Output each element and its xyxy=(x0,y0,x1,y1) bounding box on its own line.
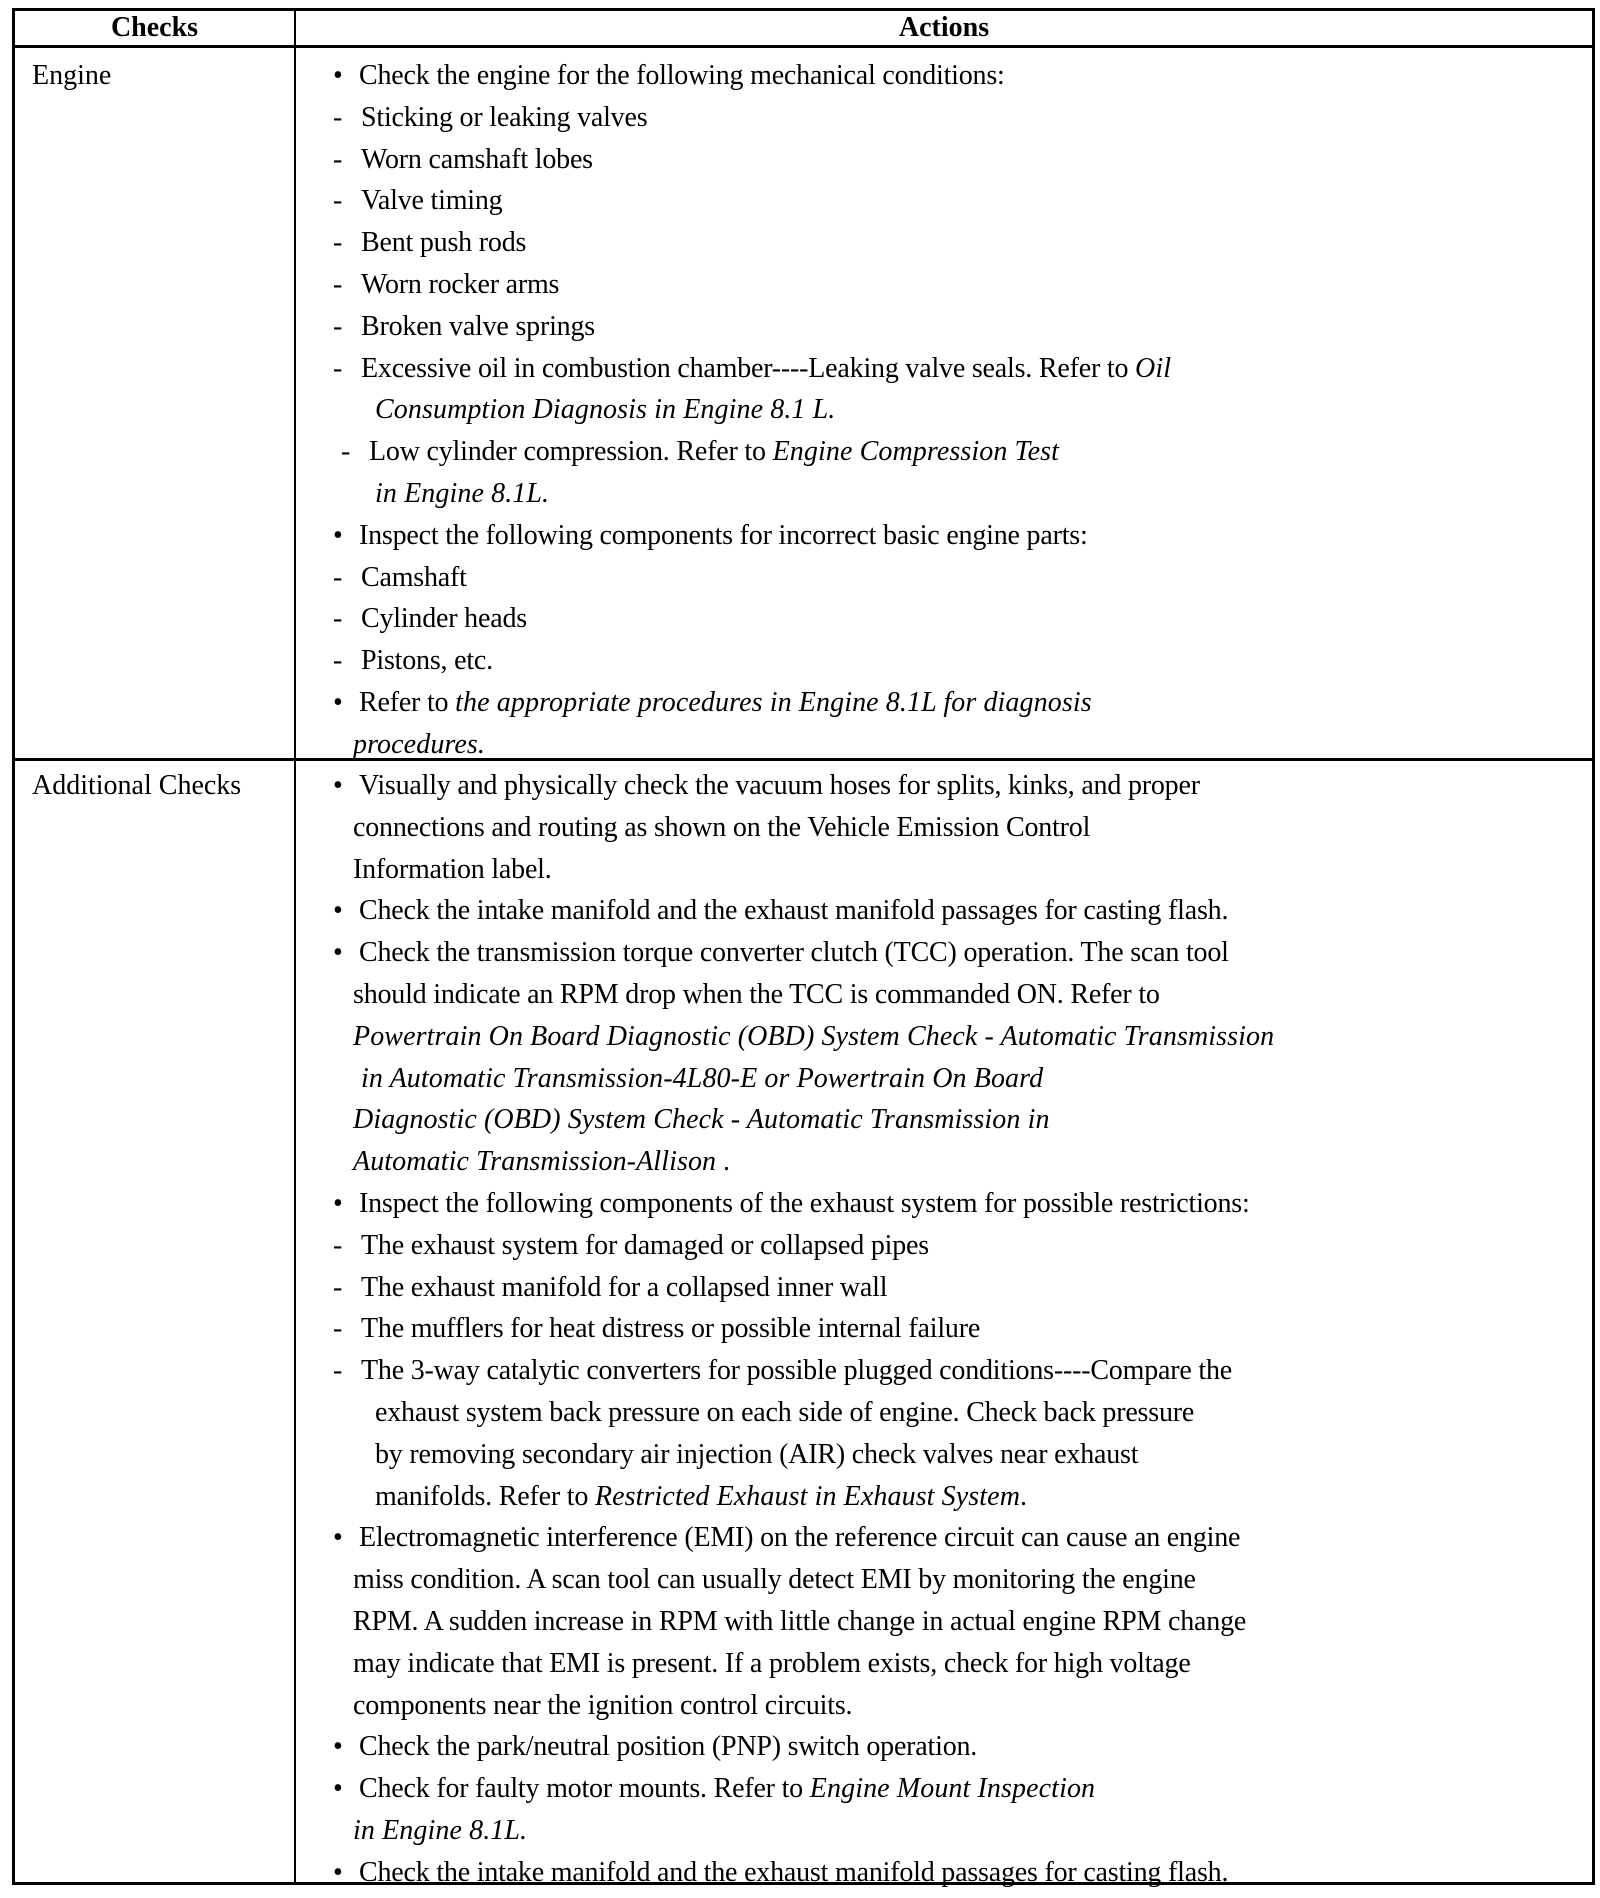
action-line xyxy=(333,1392,1583,1434)
action-line xyxy=(333,765,1583,807)
action-line xyxy=(333,389,1583,431)
bullet-icon: • xyxy=(333,1187,343,1219)
action-text: miss condition. A scan tool can usually detect EMI by monitoring the engine xyxy=(353,1564,1196,1596)
action-line xyxy=(333,1058,1583,1100)
bullet-icon: • xyxy=(333,60,343,91)
bullet-icon: • xyxy=(333,770,343,801)
action-line xyxy=(333,222,1583,264)
dash-icon: - xyxy=(333,310,343,342)
action-text: Camshaft xyxy=(361,561,467,593)
action-text: Visually and physically check the vacuum hoses for splits, kinks, and proper xyxy=(359,770,1200,801)
action-line xyxy=(333,724,1583,766)
action-text: . xyxy=(1020,1480,1027,1512)
dash-icon: - xyxy=(333,603,343,635)
action-line xyxy=(333,1225,1583,1267)
action-line xyxy=(333,1308,1583,1350)
action-text: Worn camshaft lobes xyxy=(361,143,593,175)
reference-text: in Engine 8.1L. xyxy=(375,477,550,509)
action-text: Inspect the following components for incorrect basic engine parts: xyxy=(359,519,1088,551)
action-line xyxy=(333,306,1583,348)
action-line xyxy=(333,849,1583,891)
action-line xyxy=(333,1810,1583,1852)
engine-actions xyxy=(333,55,1583,766)
bullet-icon: • xyxy=(333,1773,343,1805)
action-text: Electromagnetic interference (EMI) on the reference circuit can cause an engine xyxy=(359,1522,1241,1554)
dash-icon: - xyxy=(333,1271,343,1303)
action-line xyxy=(333,1434,1583,1476)
action-line xyxy=(333,1476,1583,1518)
action-line xyxy=(333,55,1583,97)
dash-icon: - xyxy=(341,436,351,468)
header-divider xyxy=(15,45,1592,48)
reference-text: in Automatic Transmission-4L80-E or Powertrain On Board xyxy=(361,1062,1044,1094)
action-line xyxy=(333,180,1583,222)
action-line xyxy=(333,1559,1583,1601)
action-text: The mufflers for heat distress or possible internal failure xyxy=(361,1313,981,1345)
action-line xyxy=(333,932,1583,974)
bullet-icon: • xyxy=(333,1856,343,1888)
action-line xyxy=(333,807,1583,849)
action-text: Pistons, etc. xyxy=(361,645,493,677)
reference-text: Restricted Exhaust in Exhaust System xyxy=(594,1480,1021,1512)
action-line xyxy=(333,1643,1583,1685)
dash-icon: - xyxy=(333,1355,343,1387)
dash-icon: - xyxy=(333,227,343,259)
reference-text: Diagnostic (OBD) System Check - Automatic Transmission in xyxy=(353,1104,1050,1136)
reference-text: Automatic Transmission-Allison xyxy=(353,1146,717,1178)
action-text: Check for faulty motor mounts. Refer to xyxy=(359,1773,810,1805)
dash-icon: - xyxy=(333,101,343,133)
action-text: The exhaust system for damaged or collapsed pipes xyxy=(361,1229,929,1261)
action-text: Valve timing xyxy=(361,185,503,217)
dash-icon: - xyxy=(333,268,343,300)
checks-actions-table xyxy=(12,8,1595,1888)
action-text: Excessive oil in combustion chamber----Leaking valve seals. Refer to xyxy=(361,352,1136,384)
action-line xyxy=(333,1601,1583,1643)
header-checks: Checks xyxy=(110,12,199,43)
dash-icon: - xyxy=(333,185,343,217)
action-line xyxy=(333,97,1583,139)
check-additional: Additional Checks xyxy=(32,770,242,801)
action-text: Broken valve springs xyxy=(361,310,595,342)
dash-icon: - xyxy=(333,143,343,175)
action-line xyxy=(333,1852,1583,1894)
bullet-icon: • xyxy=(333,519,343,551)
action-text: should indicate an RPM drop when the TCC is commanded ON. Refer to xyxy=(353,978,1160,1010)
dash-icon: - xyxy=(333,1229,343,1261)
action-line xyxy=(333,1350,1583,1392)
column-divider xyxy=(294,11,296,1882)
action-line xyxy=(333,598,1583,640)
dash-icon: - xyxy=(333,645,343,677)
action-line xyxy=(333,1016,1583,1058)
reference-text: Engine Mount Inspection xyxy=(809,1773,1096,1805)
reference-text: in Engine 8.1L. xyxy=(353,1814,528,1846)
action-line xyxy=(333,557,1583,599)
reference-text: Engine Compression Test xyxy=(772,436,1060,468)
reference-text: Consumption Diagnosis in Engine 8.1 L. xyxy=(375,394,836,426)
reference-text: Powertrain On Board Diagnostic (OBD) System Check - Automatic Transmission xyxy=(353,1020,1275,1052)
action-line xyxy=(333,1099,1583,1141)
action-line xyxy=(333,1726,1583,1768)
action-text: components near the ignition control circuits. xyxy=(353,1689,853,1721)
dash-icon: - xyxy=(333,352,343,384)
dash-icon: - xyxy=(333,561,343,593)
action-line xyxy=(333,264,1583,306)
action-text: Inspect the following components of the exhaust system for possible restrictions: xyxy=(359,1187,1250,1219)
action-text: Check the intake manifold and the exhaust manifold passages for casting flash. xyxy=(359,1856,1229,1888)
action-text: The exhaust manifold for a collapsed inner wall xyxy=(361,1271,888,1303)
reference-text: procedures. xyxy=(353,728,485,760)
bullet-icon: • xyxy=(333,686,343,718)
action-line xyxy=(333,1768,1583,1810)
action-line xyxy=(333,473,1583,515)
action-line xyxy=(333,890,1583,932)
action-text: Check the park/neutral position (PNP) switch operation. xyxy=(359,1731,978,1763)
action-text: Check the engine for the following mechanical conditions: xyxy=(359,60,1005,91)
header-actions: Actions xyxy=(898,12,990,43)
action-line xyxy=(333,682,1583,724)
bullet-icon: • xyxy=(333,1522,343,1554)
bullet-icon: • xyxy=(333,937,343,969)
bullet-icon: • xyxy=(333,1731,343,1763)
action-text: Cylinder heads xyxy=(361,603,527,635)
action-line xyxy=(333,431,1583,473)
reference-text: Oil xyxy=(1135,352,1172,384)
action-line xyxy=(333,1183,1583,1225)
action-line xyxy=(333,640,1583,682)
action-text: may indicate that EMI is present. If a problem exists, check for high voltage xyxy=(353,1647,1191,1679)
action-text: Worn rocker arms xyxy=(361,268,560,300)
action-text: Refer to xyxy=(359,686,456,718)
action-line xyxy=(333,1141,1583,1183)
check-engine: Engine xyxy=(32,60,112,91)
action-line xyxy=(333,1517,1583,1559)
action-text: Bent push rods xyxy=(361,227,527,259)
action-text: Sticking or leaking valves xyxy=(361,101,648,133)
action-text: The 3-way catalytic converters for possible plugged conditions----Compare the xyxy=(361,1355,1232,1387)
action-line xyxy=(333,1685,1583,1727)
action-text: . xyxy=(716,1146,730,1178)
action-text: by removing secondary air injection (AIR) check valves near exhaust xyxy=(375,1438,1139,1470)
bullet-icon: • xyxy=(333,895,343,927)
action-text: RPM. A sudden increase in RPM with little change in actual engine RPM change xyxy=(353,1605,1247,1637)
dash-icon: - xyxy=(333,1313,343,1345)
reference-text: the appropriate procedures in Engine 8.1L for diagnosis xyxy=(455,686,1092,718)
action-text: Information label. xyxy=(353,853,552,885)
action-text: Check the intake manifold and the exhaust manifold passages for casting flash. xyxy=(359,895,1229,927)
action-text: Check the transmission torque converter clutch (TCC) operation. The scan tool xyxy=(359,937,1229,969)
action-text: Low cylinder compression. Refer to xyxy=(369,436,773,468)
action-line xyxy=(333,139,1583,181)
action-line xyxy=(333,1267,1583,1309)
action-text: connections and routing as shown on the Vehicle Emission Control xyxy=(353,811,1091,843)
action-line xyxy=(333,348,1583,390)
action-line xyxy=(333,515,1583,557)
action-text: exhaust system back pressure on each side of engine. Check back pressure xyxy=(375,1396,1195,1428)
additional-actions xyxy=(333,765,1583,1894)
action-line xyxy=(333,974,1583,1016)
action-text: manifolds. Refer to xyxy=(375,1480,595,1512)
